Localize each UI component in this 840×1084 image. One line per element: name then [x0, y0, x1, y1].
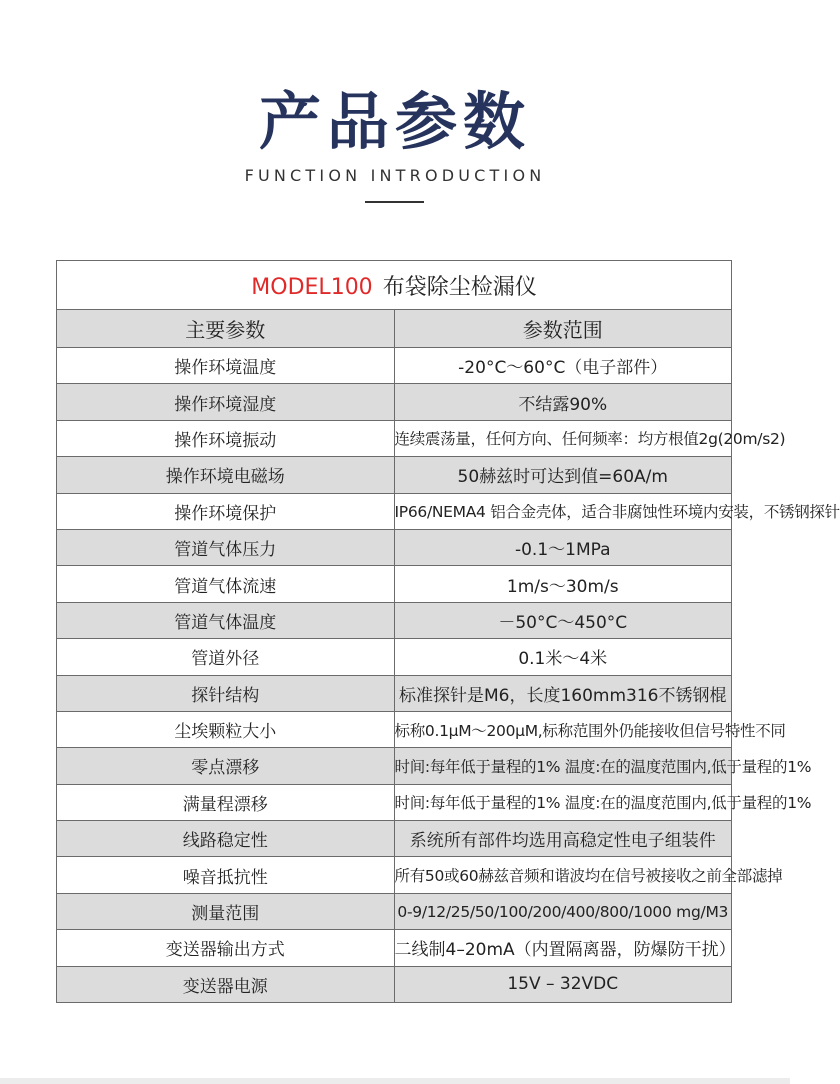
row-label: 噪音抵抗性	[57, 857, 395, 893]
table-header-row	[57, 310, 732, 348]
title-underline	[365, 201, 424, 203]
table-row	[57, 821, 732, 857]
table-row	[57, 930, 732, 966]
model-description: 布袋除尘检漏仪	[382, 274, 537, 300]
row-label: 操作环境温度	[57, 348, 395, 384]
page-title: 产品参数	[258, 85, 531, 158]
table-row	[57, 784, 732, 820]
row-label: 管道外径	[57, 639, 395, 675]
model-name: MODEL100	[251, 274, 373, 300]
row-value: 标准探针是M6，长度160mm316不锈钢棍	[394, 675, 732, 711]
table-row	[57, 675, 732, 711]
row-value: 不结露90%	[394, 384, 732, 420]
row-label: 操作环境振动	[57, 420, 395, 456]
row-label: 探针结构	[57, 675, 395, 711]
row-label: 线路稳定性	[57, 821, 395, 857]
row-label: 尘埃颗粒大小	[57, 711, 395, 747]
row-label: 满量程漂移	[57, 784, 395, 820]
row-value: 0-9/12/25/50/100/200/400/800/1000 mg/M3	[394, 893, 732, 929]
table-row	[57, 457, 732, 493]
row-value: 系统所有部件均选用高稳定性电子组装件	[394, 821, 732, 857]
table-row	[57, 602, 732, 638]
row-label: 变送器输出方式	[57, 930, 395, 966]
table-row	[57, 384, 732, 420]
row-label: 测量范围	[57, 893, 395, 929]
table-row	[57, 348, 732, 384]
row-label: 零点漂移	[57, 748, 395, 784]
spec-table	[56, 260, 840, 1003]
row-value: -0.1～1MPa	[394, 529, 732, 565]
row-value: 15V – 32VDC	[394, 966, 732, 1002]
table-row	[57, 748, 732, 784]
table-row	[57, 893, 732, 929]
page-subtitle: FUNCTION INTRODUCTION	[244, 166, 546, 185]
row-value: 所有50或60赫兹音频和谐波均在信号被接收之前全部滤掉	[394, 857, 732, 893]
row-label: 管道气体流速	[57, 566, 395, 602]
table-row	[57, 420, 732, 456]
row-label: 操作环境保护	[57, 493, 395, 529]
table-row	[57, 529, 732, 565]
table-row	[57, 857, 732, 893]
row-label: 操作环境湿度	[57, 384, 395, 420]
row-value: IP66/NEMA4 铝合金壳体，适合非腐蚀性环境内安装，不锈钢探针	[394, 493, 732, 529]
row-value: 1m/s～30m/s	[394, 566, 732, 602]
row-value: 时间:每年低于量程的1% 温度:在的温度范围内,低于量程的1%	[394, 748, 732, 784]
bottom-divider	[0, 1078, 790, 1084]
table-row	[57, 966, 732, 1002]
table-row	[57, 711, 732, 747]
row-value: -20°C～60°C（电子部件）	[394, 348, 732, 384]
row-value: 标称0.1μM～200μM,标称范围外仍能接收但信号特性不同	[394, 711, 732, 747]
table-caption-row	[57, 261, 732, 310]
column-header-param: 主要参数	[57, 310, 395, 348]
table-row	[57, 566, 732, 602]
row-value: 0.1米～4米	[394, 639, 732, 675]
row-value: 二线制4–20mA（内置隔离器，防爆防干扰）	[394, 930, 732, 966]
row-label: 管道气体温度	[57, 602, 395, 638]
table-row	[57, 493, 732, 529]
row-value: 连续震荡量，任何方向、任何频率：均方根值2g(20m/s2)	[394, 420, 732, 456]
table-caption	[57, 261, 732, 310]
row-value: －50°C～450°C	[394, 602, 732, 638]
table-row	[57, 639, 732, 675]
row-label: 管道气体压力	[57, 529, 395, 565]
row-value: 50赫兹时可达到值=60A/m	[394, 457, 732, 493]
row-label: 操作环境电磁场	[57, 457, 395, 493]
row-value: 时间:每年低于量程的1% 温度:在的温度范围内,低于量程的1%	[394, 784, 732, 820]
column-header-range: 参数范围	[394, 310, 732, 348]
row-label: 变送器电源	[57, 966, 395, 1002]
